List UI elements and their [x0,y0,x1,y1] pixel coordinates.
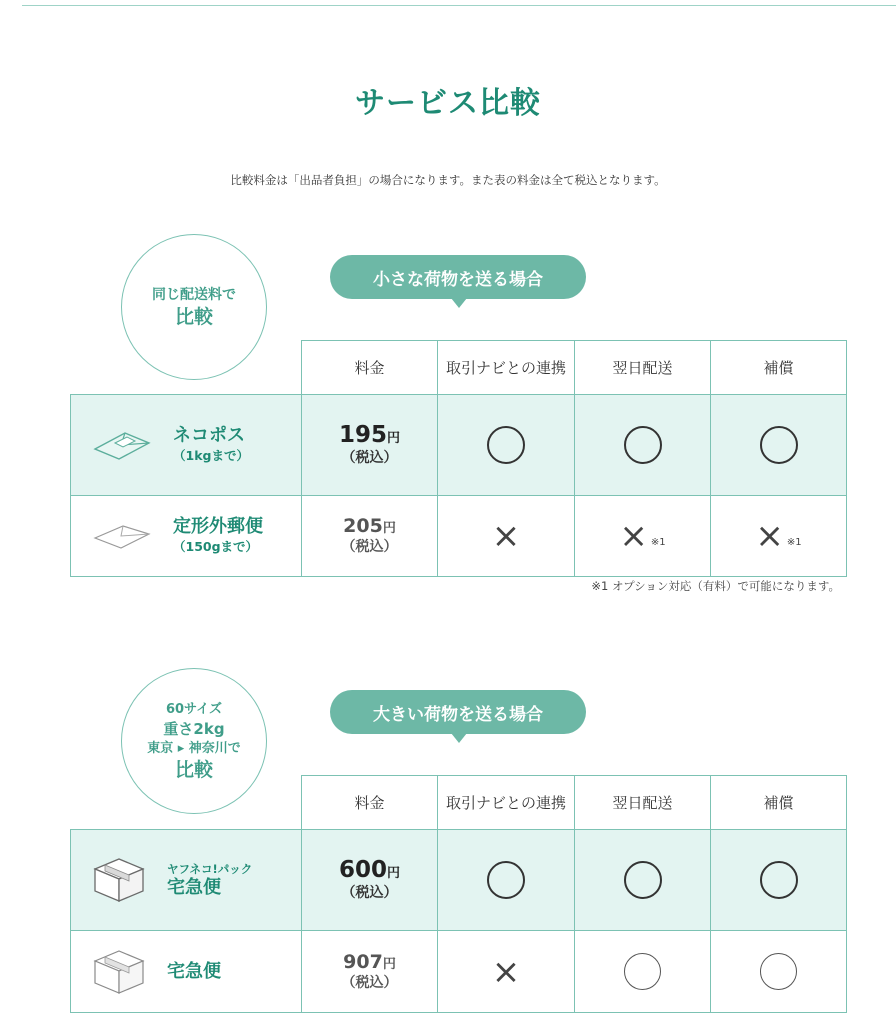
unavailable-mark: × [491,951,521,992]
service-cell [71,855,301,905]
price-unit: 円 [382,521,396,536]
tax-label: （税込） [341,974,398,991]
footnote-ref: ※1 [650,536,666,548]
circle-line: 60サイズ [165,702,223,717]
header-price: 料金 [302,341,438,395]
table-row [71,496,847,577]
tax-label: （税込） [341,450,398,466]
available-mark [624,426,662,464]
footnote: ※1 オプション対応（有料）で可能になります。 [591,579,840,593]
compare-circle [121,234,267,380]
service-name: ネコポス [173,425,245,446]
circle-line: 比較 [174,759,213,781]
header-nextday: 翌日配送 [575,341,711,395]
available-mark [760,426,798,464]
header-price: 料金 [302,776,438,830]
price-value: 600 [338,857,387,883]
tax-label: （税込） [341,885,398,901]
page-title: サービス比較 [355,86,541,121]
circle-line: 同じ配送料で [152,287,236,303]
price-unit: 円 [382,956,396,972]
service-cell [71,425,301,465]
envelope-icon [91,518,153,554]
price-cell [302,395,438,496]
intro-text: 比較料金は「出品者負担」の場合になります。また表の料金は全て税込となります。 [230,173,666,187]
header-nextday: 翌日配送 [575,776,711,830]
price-value: 907 [343,950,383,973]
section-bubble: 大きい荷物を送る場合 [330,690,586,734]
available-mark [487,426,525,464]
tax-label: （税込） [341,539,398,555]
header-compensation: 補償 [711,776,847,830]
service-name: 宅急便 [167,877,221,898]
header-navi: 取引ナビとの連携 [438,341,575,395]
unavailable-mark: × [491,516,521,556]
price-value: 195 [338,422,387,448]
table-row [71,830,847,931]
section-bubble: 小さな荷物を送る場合 [330,255,586,299]
price-cell [302,931,438,1013]
service-cell [71,516,301,556]
header-navi: 取引ナビとの連携 [438,776,575,830]
available-mark [624,861,662,899]
envelope-icon [91,427,153,463]
compare-circle [121,668,267,814]
service-cell [71,947,301,997]
unavailable-mark: × [755,516,784,556]
header-compensation: 補償 [711,341,847,395]
price-unit: 円 [387,866,401,881]
available-mark [760,861,798,899]
price-cell [302,496,438,577]
top-divider [22,5,896,6]
price-cell [302,830,438,931]
circle-line: 重さ2kg [163,720,225,738]
available-mark [760,953,797,990]
available-mark [487,861,525,899]
price-value: 205 [343,515,383,537]
circle-line: 比較 [174,306,213,328]
available-mark [624,953,661,990]
service-limit: （150gまで） [173,539,259,554]
unavailable-mark: × [619,516,648,556]
price-unit: 円 [387,431,401,446]
service-limit: （1kgまで） [173,448,249,463]
service-name: 定形外郵便 [173,516,263,537]
box-icon [91,947,147,997]
box-icon [91,855,147,905]
table-row [71,395,847,496]
table-row [71,931,847,1013]
footnote-ref: ※1 [786,536,802,548]
service-name: 宅急便 [167,960,221,982]
circle-line: 東京 ▸ 神奈川で [147,741,241,756]
service-prefix: ヤフネコ!パック [167,862,253,876]
